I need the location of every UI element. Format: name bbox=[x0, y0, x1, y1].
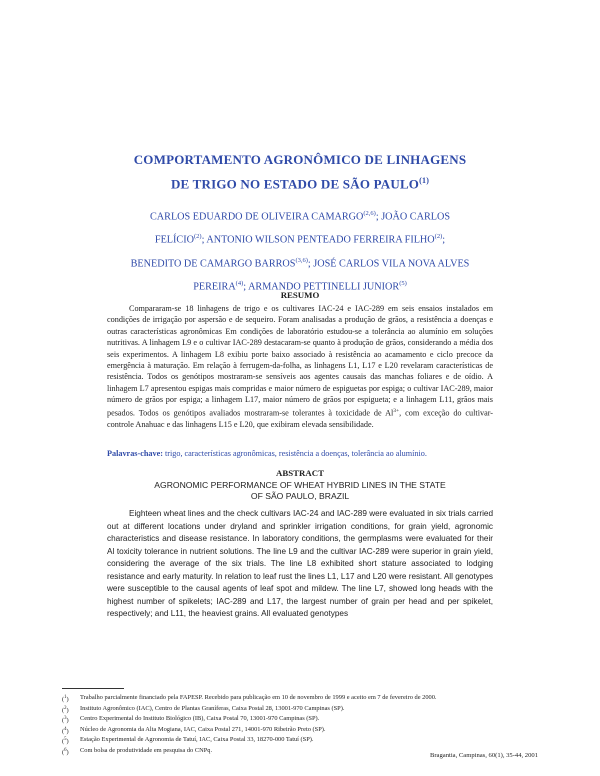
author-affiliation-marker: (5) bbox=[399, 280, 407, 288]
footnote bbox=[62, 726, 532, 737]
footnote bbox=[62, 705, 532, 716]
abstract-title-line-1: AGRONOMIC PERFORMANCE OF WHEAT HYBRID LINES IN THE STATE bbox=[154, 480, 446, 490]
abstract-title bbox=[120, 480, 480, 502]
footnote-mark: ($^4$) bbox=[62, 726, 69, 735]
author-affiliation-marker: (3,6) bbox=[295, 256, 308, 264]
keywords-text: trigo, características agronômicas, resistência a doenças, tolerância ao alumínio. bbox=[162, 449, 427, 458]
footnote-text: Centro Experimental do Instituto Biológico (IB), Caixa Postal 70, 13001-970 Campinas (SP). bbox=[80, 715, 320, 723]
author-name: ; JOSÉ CARLOS VILA NOVA ALVES bbox=[307, 258, 470, 270]
footnote-text: Com bolsa de produtividade em pesquisa do CNPq. bbox=[80, 746, 213, 754]
footnote-text: Instituto Agronômico (IAC), Centro de Plantas Graníferas, Caixa Postal 28, 13001-970 Campinas (SP). bbox=[80, 704, 345, 712]
author-name: ; ARMANDO PETTINELLI JUNIOR bbox=[243, 281, 400, 293]
footnote bbox=[62, 736, 532, 747]
footnote-text: Trabalho parcialmente financiado pela FAPESP. Recebido para publicação em 10 de novembro de 1999 e aceito em 7 de fevereiro de 2000. bbox=[80, 694, 437, 701]
journal-footer: Bragantia, Campinas, 60(1), 35-44, 2001 bbox=[429, 752, 538, 759]
abstract-heading: ABSTRACT bbox=[276, 468, 324, 478]
footnote-mark: ($^2$) bbox=[62, 705, 69, 714]
resumo-heading: RESUMO bbox=[280, 290, 320, 300]
author-affiliation-marker: (2,6) bbox=[363, 210, 376, 217]
aluminum-charge-superscript: 3+ bbox=[393, 407, 400, 414]
author-name: BENEDITO DE CAMARGO BARROS bbox=[130, 258, 296, 270]
author-separator: ; bbox=[442, 234, 446, 246]
author-affiliation-marker: (2) bbox=[193, 233, 202, 241]
footnote-mark: ($^3$) bbox=[62, 716, 69, 725]
author-name: CARLOS EDUARDO DE OLIVEIRA CAMARGO bbox=[150, 211, 364, 223]
footnote-mark: ($^6$) bbox=[62, 747, 69, 756]
footnote-text: Núcleo de Agronomia da Alta Mogiana, IAC, Caixa Postal 271, 14001-970 Ribeirão Preto (SP). bbox=[80, 725, 326, 733]
footnote-mark: ($^5$) bbox=[62, 737, 69, 746]
article-title-line-2 bbox=[60, 176, 540, 192]
author-name: FELÍCIO bbox=[154, 234, 194, 246]
footnote-text: Estação Experimental de Agronomia de Tatuí, IAC, Caixa Postal 33, 18270-000 Tatuí (SP). bbox=[80, 736, 314, 744]
abstract-title-line-2: OF SÃO PAULO, BRAZIL bbox=[250, 491, 350, 501]
author-affiliation-marker: (2) bbox=[434, 233, 443, 241]
title-footnote-marker: (1) bbox=[419, 176, 430, 185]
footnote bbox=[62, 715, 532, 726]
footnote-mark: ($^1$) bbox=[62, 695, 69, 704]
resumo-text-end: , com exceção do cultivar-controle Anahuac e das linhagens L15 e L20, que exibiram elevada sensibilidade. bbox=[107, 408, 493, 429]
author-name: ; JOÃO CARLOS bbox=[375, 211, 450, 223]
footnote-divider bbox=[62, 688, 124, 689]
keywords-label: Palavras-chave: bbox=[107, 449, 163, 458]
author-list bbox=[100, 204, 500, 298]
author-affiliation-marker: (4) bbox=[235, 280, 244, 288]
article-title-text: DE TRIGO NO ESTADO DE SÃO PAULO bbox=[170, 176, 420, 192]
keywords-line bbox=[107, 448, 493, 459]
author-name: ; ANTONIO WILSON PENTEADO FERREIRA FILHO bbox=[201, 234, 435, 246]
resumo-text: Compararam-se 18 linhagens de trigo e os cultivares IAC-24 e IAC-289 em seis ensaios instalados em condições de irrigação por aspersão e de sequeiro. Foram analisadas a produção de grãos, a resistência a doenças e outras características agronômicas Em condições de laboratório estudou-se a tolerância ao alumínio em soluções nutritivas. A linhagem L9 e o cultivar IAC-289 destacaram-se quanto à produção de grãos, considerando a média dos seis experimentos. A linhagem L8 exibiu porte baixo associado à resistência ao acamamento e ciclo precoce da emergência à maturação. Em relação à ferrugem-da-folha, as linhagens L1, L17 e L20 revelaram características de resistência. Todos os genótipos mostraram-se sensíveis aos agentes causais das manchas foliares e de oídio. A linhagem L7 apresentou espigas mais compridas e maior número de espiguetas por espiga; o cultivar IAC-289, maior número de grãos por espiga; a linhagem L17, maior número de grãos por espigueta; e a linhagem L11, grãos mais pesados. Todos os genótipos avaliados mostraram-se tolerantes à toxicidade de Al bbox=[107, 304, 493, 418]
article-title-line-1: COMPORTAMENTO AGRONÔMICO DE LINHAGENS bbox=[133, 152, 467, 167]
abstract-paragraph: Eighteen wheat lines and the check cultivars IAC-24 and IAC-289 were evaluated in six trials carried out at different locations under dryland and sprinkler irrigation conditions, for grain yield, agronomic characteristics and disease resistance. In laboratory conditions, the germplasms were evaluated for their Al toxicity tolerance in nutrient solutions. The line L9 and the cultivar IAC-289 were superior in grain yield, considering the average of the six trials. The line L8 exhibited short stature associated to lodging resistance and early maturity. In relation to leaf rust the lines L1, L17 and L20 were resistant. All genotypes were susceptible to the causal agents of leaf spot and mildew. The line L7, showed long heads with the highest number of spikelets; IAC-289 and L17, the largest number of grain per head and per spikelet, respectively; and L11, the heaviest grains. All evaluated genotypes bbox=[107, 509, 493, 618]
author-name: PEREIRA bbox=[193, 281, 236, 293]
footnotes bbox=[62, 694, 532, 757]
resumo-paragraph bbox=[107, 303, 493, 430]
footnote bbox=[62, 694, 532, 705]
